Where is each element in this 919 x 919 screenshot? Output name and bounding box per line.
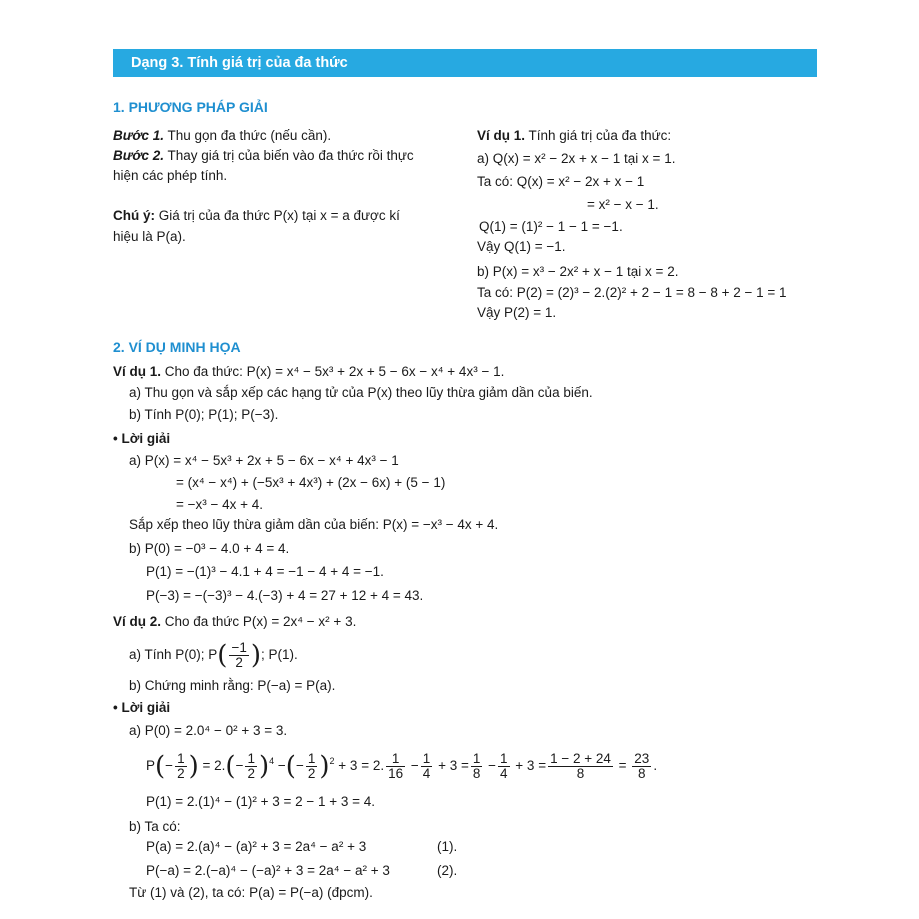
equation-ref: (1). (437, 839, 458, 854)
example2-solution-line: P(−a) = 2.(−a)⁴ − (−a)² + 3 = 2a⁴ − a² + 3 (146, 863, 390, 878)
example1-intro (113, 363, 504, 380)
example1-label: Ví dụ 1. (113, 364, 162, 379)
side-example-line: Q(1) = (1)² − 1 − 1 = −1. (479, 219, 623, 234)
example1-solution-label: • Lời giải (113, 431, 171, 446)
example2-solution-line: P(a) = 2.(a)⁴ − (a)² + 3 = 2a⁴ − a² + 3 (146, 839, 367, 854)
step1-text: Thu gọn đa thức (nếu cần). (167, 128, 332, 143)
example1-solution-line: a) P(x) = x⁴ − 5x³ + 2x + 5 − 6x − x⁴ + 4x³ − 1 (129, 453, 399, 468)
example1-task-b: b) Tính P(0); P(1); P(−3). (129, 407, 279, 422)
example2-solution-line: Từ (1) và (2), ta có: P(a) = P(−a) (đpcm). (129, 885, 373, 900)
example2-solution-line: P(1) = 2.(1)⁴ − (1)² + 3 = 2 − 1 + 3 = 4. (146, 794, 376, 809)
example2-solution-label: • Lời giải (113, 700, 171, 715)
example2-task-a: a) Tính P(0); P( $\frac{-1}{2}$ ); P(1). (129, 639, 298, 671)
example1-solution-line: = −x³ − 4x + 4. (176, 497, 264, 512)
side-example-line: a) Q(x) = x² − 2x + x − 1 tại x = 1. (477, 151, 676, 166)
side-example-line: b) P(x) = x³ − 2x² + x − 1 tại x = 2. (477, 264, 679, 279)
example2-task-b: b) Chứng minh rằng: P(−a) = P(a). (129, 678, 336, 693)
fraction: $\frac{1}{16}$ (388, 750, 404, 781)
example2-label: Ví dụ 2. (113, 614, 162, 629)
example2-fraction-line: P(− $\frac{1}{2}$ ) = 2.(− $\frac{1}{2}$ )$^4$ −(− $\frac{1}{2}$ )$^2$ + 3 = 2. $\frac{1}{16}$ − $\frac{1}{4}$ + 3 = $\frac{1}{8}$ − $\frac{1}{4}$ + 3 = $\frac{1 - 2 + 24}{8}$ = $\frac{23}{8}$ . (146, 750, 658, 782)
fraction: $\frac{1}{4}$ (422, 750, 431, 781)
equation-ref: (2). (437, 863, 458, 878)
example1-solution-line: b) P(0) = −0³ − 4.0 + 4 = 4. (129, 541, 290, 556)
example2-intro-text: Cho đa thức P(x) = 2x⁴ − x² + 3. (164, 614, 357, 629)
fraction: $\frac{1}{2}$ (307, 750, 316, 781)
fraction: $\frac{23}{8}$ (634, 750, 650, 781)
step2-label: Bước 2. (113, 148, 164, 163)
section-banner: Dạng 3. Tính giá trị của đa thức (113, 49, 817, 77)
examples-section-title: 2. VÍ DỤ MINH HỌA (113, 339, 241, 355)
example1-intro-text: Cho đa thức: P(x) = x⁴ − 5x³ + 2x + 5 − 6x − x⁴ + 4x³ − 1. (164, 364, 505, 379)
fraction: $\frac{1 - 2 + 24}{8}$ (550, 750, 611, 781)
fraction: $\frac{1}{4}$ (500, 750, 508, 781)
fraction: $\frac{1}{2}$ (247, 750, 255, 781)
example1-solution-line: P(−3) = −(−3)³ − 4.(−3) + 4 = 27 + 12 + 4 = 43. (146, 588, 424, 603)
method-section-title: 1. PHƯƠNG PHÁP GIẢI (113, 99, 268, 115)
example1-solution-line: P(1) = −(1)³ − 4.1 + 4 = −1 − 4 + 4 = −1. (146, 564, 384, 579)
fraction: $\frac{-1}{2}$ (231, 639, 247, 670)
side-example-text: Tính giá trị của đa thức: (528, 128, 672, 143)
step2-continued: hiện các phép tính. (113, 168, 228, 183)
example1-solution-line: = (x⁴ − x⁴) + (−5x³ + 4x³) + (2x − 6x) + (5 − 1) (176, 475, 446, 490)
example2-solution-line: b) Ta có: (129, 819, 181, 834)
example1-task-a: a) Thu gọn và sắp xếp các hạng tử của P(x) theo lũy thừa giảm dần của biến. (129, 385, 593, 400)
step1-label: Bước 1. (113, 128, 164, 143)
note-label: Chú ý: (113, 208, 155, 223)
example2-intro (113, 613, 356, 630)
side-example-line: = x² − x − 1. (587, 197, 659, 212)
fraction: $\frac{1}{2}$ (177, 750, 185, 781)
step2 (113, 147, 414, 164)
side-example-line: Ta có: P(2) = (2)³ − 2.(2)² + 2 − 1 = 8 − 8 + 2 − 1 = 1 (477, 285, 787, 300)
note (113, 207, 400, 224)
side-example-label: Ví dụ 1. (477, 128, 526, 143)
example2-task-a-pre: a) Tính P(0); P (129, 647, 218, 662)
side-example-line: Vậy P(2) = 1. (477, 305, 557, 320)
side-example-line: Vậy Q(1) = −1. (477, 239, 566, 254)
example1-solution-line: Sắp xếp theo lũy thừa giảm dần của biến: P(x) = −x³ − 4x + 4. (129, 517, 499, 532)
step2-text: Thay giá trị của biến vào đa thức rồi thực (167, 148, 414, 163)
side-example-title (477, 127, 671, 144)
note-text: Giá trị của đa thức P(x) tại x = a được kí (158, 208, 400, 223)
fraction: $\frac{1}{8}$ (472, 750, 481, 781)
note-continued: hiệu là P(a). (113, 229, 186, 244)
side-example-line: Ta có: Q(x) = x² − 2x + x − 1 (477, 174, 645, 189)
example2-solution-line: a) P(0) = 2.0⁴ − 0² + 3 = 3. (129, 723, 288, 738)
step1 (113, 127, 331, 144)
example2-task-a-post: ; P(1). (261, 647, 298, 662)
